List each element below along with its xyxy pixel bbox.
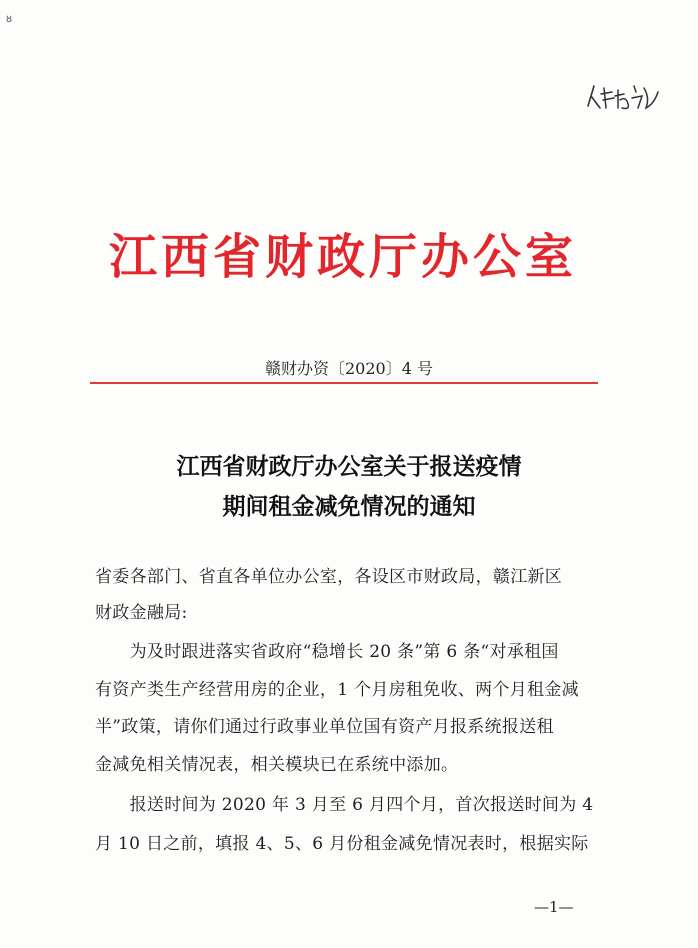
- body-line-8: 月 10 日之前，填报 4、5、6 月份租金减免情况表时，根据实际: [95, 834, 589, 854]
- red-divider-line: [90, 382, 598, 384]
- signature-icon: [584, 78, 664, 114]
- body-line-2: 财政金融局:: [95, 603, 188, 623]
- issuing-office-title: 江西省财政厅办公室: [108, 229, 577, 285]
- body-line-3: 为及时跟进落实省政府“稳增长 20 条”第 6 条“对承租国: [95, 642, 559, 662]
- body-line-7: 报送时间为 2020 年 3 月至 6 月四个月，首次报送时间为 4: [95, 795, 594, 815]
- body-line-6: 金减免相关情况表，相关模块已在系统中添加。: [95, 755, 459, 775]
- body-line-1: 省委各部门、省直各单位办公室，各设区市财政局，赣江新区: [95, 567, 563, 587]
- handwritten-signature: [584, 78, 664, 114]
- corner-mark: ȣ: [6, 14, 13, 25]
- notice-title-line-1: 江西省财政厅办公室关于报送疫情: [176, 453, 522, 480]
- body-line-5: 半”政策，请你们通过行政事业单位国有资产月报系统报送租: [95, 717, 554, 737]
- document-number: 赣财办资〔2020〕4 号: [265, 359, 433, 378]
- page-number: —1—: [534, 898, 574, 916]
- notice-title-line-2: 期间租金减免情况的通知: [222, 493, 476, 520]
- body-line-4: 有资产类生产经营用房的企业，1 个月房租免收、两个月租金减: [95, 680, 579, 700]
